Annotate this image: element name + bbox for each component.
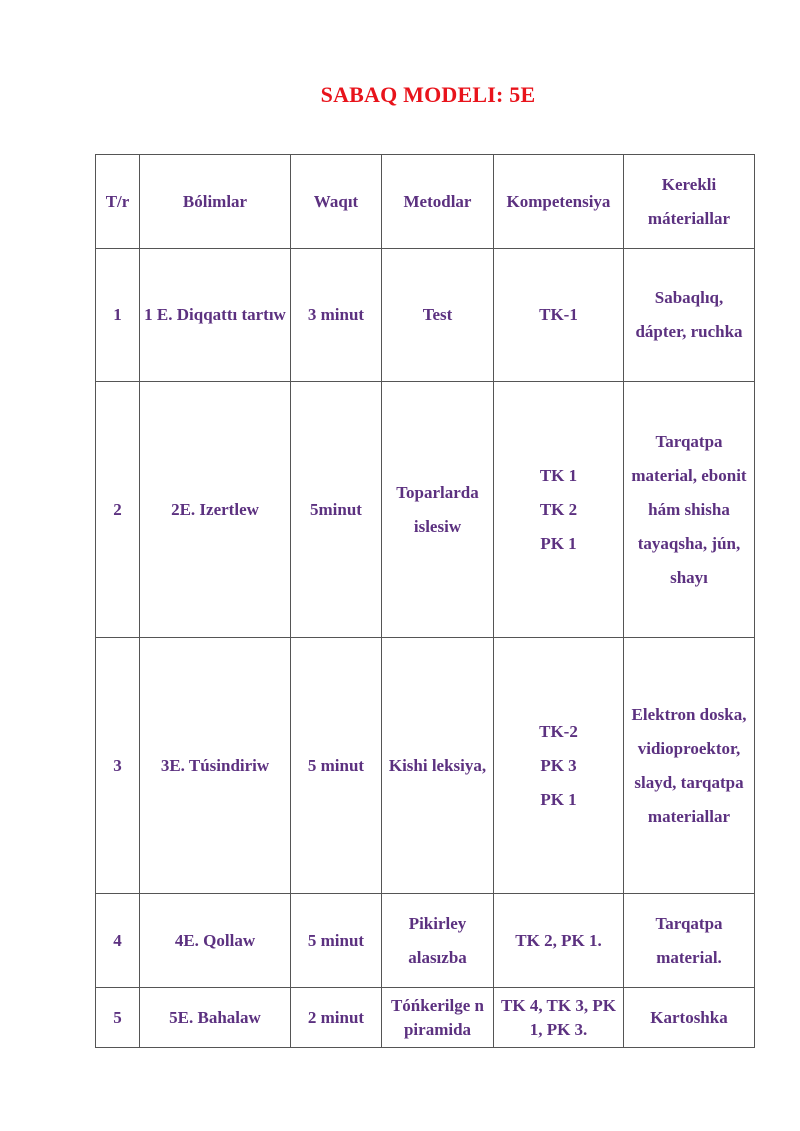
row-number: 4 <box>96 894 140 988</box>
header-cell: Waqıt <box>291 155 382 249</box>
competence-cell: TK-1 <box>494 249 624 382</box>
time-cell: 5minut <box>291 382 382 638</box>
time-cell: 2 minut <box>291 988 382 1048</box>
materials-cell: Tarqatpa material. <box>624 894 755 988</box>
competence-cell: TK 1 TK 2 PK 1 <box>494 382 624 638</box>
table-row <box>96 894 755 988</box>
method-cell: Toparlarda islesiw <box>382 382 494 638</box>
lesson-plan-table <box>95 154 755 1048</box>
row-number: 3 <box>96 638 140 894</box>
header-cell: T/r <box>96 155 140 249</box>
section-cell: 4E. Qollaw <box>140 894 291 988</box>
competence-cell: TK-2 PK 3 PK 1 <box>494 638 624 894</box>
method-cell: Kishi leksiya, <box>382 638 494 894</box>
time-cell: 5 minut <box>291 894 382 988</box>
table-row <box>96 249 755 382</box>
row-number: 2 <box>96 382 140 638</box>
header-cell: Kompetensiya <box>494 155 624 249</box>
row-number: 1 <box>96 249 140 382</box>
row-number: 5 <box>96 988 140 1048</box>
table-row <box>96 638 755 894</box>
section-cell: 1 E. Diqqattı tartıw <box>140 249 291 382</box>
page-title: SABAQ MODELI: 5E <box>320 82 536 107</box>
section-cell: 5E. Bahalaw <box>140 988 291 1048</box>
header-cell: Kerekli máteriallar <box>624 155 755 249</box>
method-cell: Test <box>382 249 494 382</box>
table-row <box>96 988 755 1048</box>
materials-cell: Tarqatpa material, ebonit hám shisha tayaqsha, jún, shayı <box>624 382 755 638</box>
section-cell: 2E. Izertlew <box>140 382 291 638</box>
table-header-row <box>96 155 755 249</box>
materials-cell: Elektron doska, vidioproektor, slayd, tarqatpa materiallar <box>624 638 755 894</box>
table-row <box>96 382 755 638</box>
materials-cell: Kartoshka <box>624 988 755 1048</box>
competence-cell: TK 2, PK 1. <box>494 894 624 988</box>
header-cell: Metodlar <box>382 155 494 249</box>
header-cell: Bólimlar <box>140 155 291 249</box>
materials-cell: Sabaqlıq, dápter, ruchka <box>624 249 755 382</box>
competence-cell: TK 4, TK 3, PK 1, PK 3. <box>494 988 624 1048</box>
section-cell: 3E. Túsindiriw <box>140 638 291 894</box>
time-cell: 3 minut <box>291 249 382 382</box>
method-cell: Pikirley alasızba <box>382 894 494 988</box>
method-cell: Tóńkerilge n piramida <box>382 988 494 1048</box>
time-cell: 5 minut <box>291 638 382 894</box>
